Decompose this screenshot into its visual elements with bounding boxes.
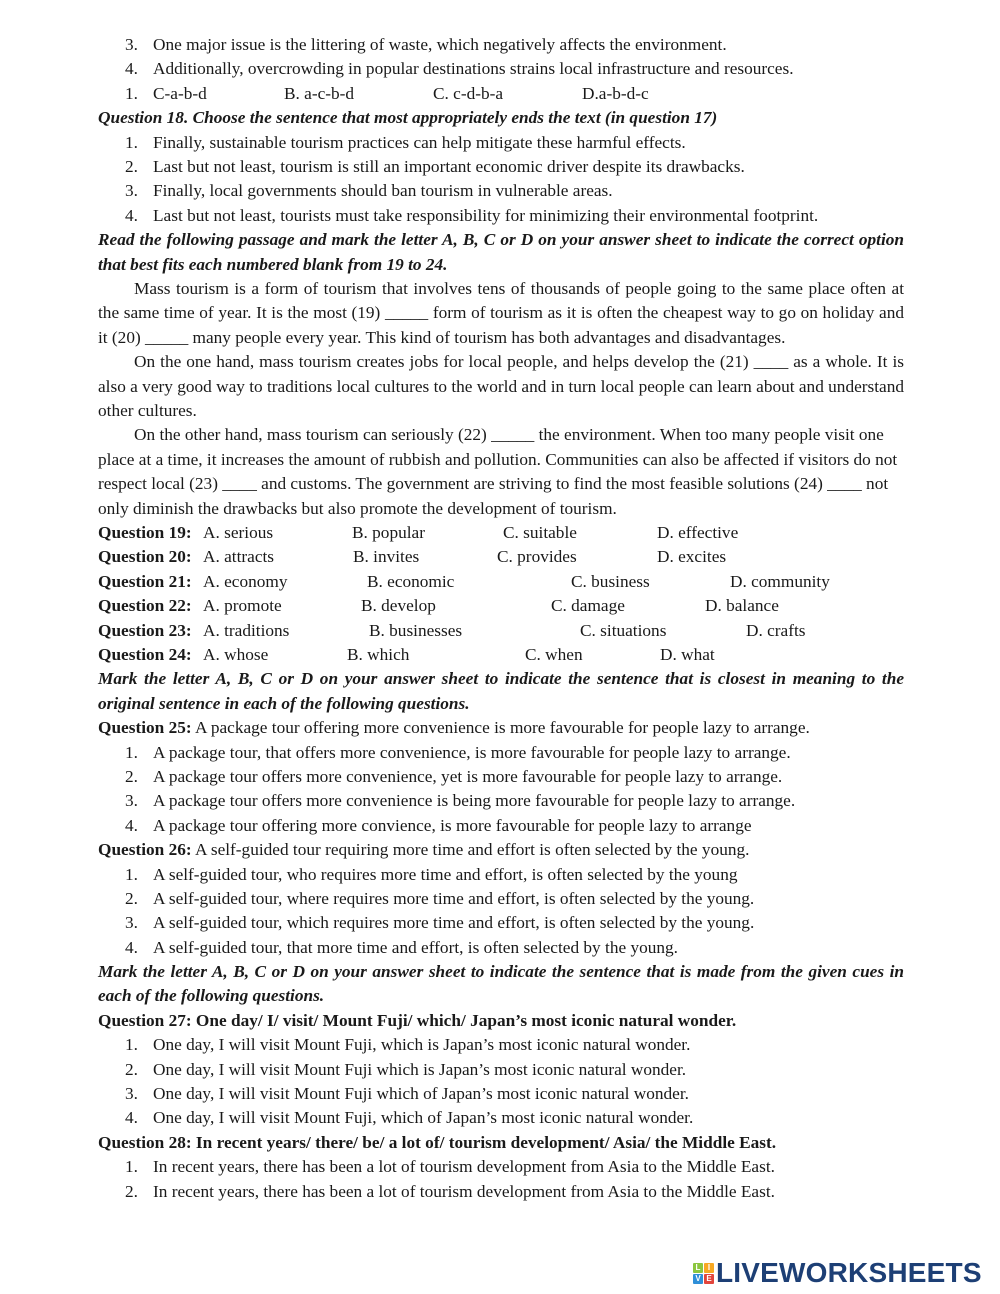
q26-option-1[interactable]: 1. A self-guided tour, who requires more time and effort, is often selected by the young	[125, 864, 738, 884]
q25-option-2[interactable]: 2. A package tour offers more convenience, yet is more favourable for people lazy to arrange.	[125, 766, 783, 786]
logo-tile-v: V	[693, 1274, 703, 1284]
q26-option-2[interactable]: 2. A self-guided tour, where requires more time and effort, is often selected by the young.	[125, 888, 755, 908]
question-19: Question 19: A. serious B. popular C. suitable D. effective	[98, 521, 904, 545]
q25-option-1[interactable]: 1. A package tour, that offers more convenience, is more favourable for people lazy to arrange.	[125, 742, 791, 762]
logo-tile-l: L	[693, 1263, 703, 1273]
q20-option-d[interactable]: D. excites	[657, 547, 727, 567]
q17-item-3: 3. One major issue is the littering of waste, which negatively affects the environment.	[125, 35, 727, 54]
meaning-instruction: Mark the letter A, B, C or D on your answer sheet to indicate the sentence that is closest in meaning to the original sentence in each of the following questions.	[98, 669, 904, 713]
q18-option-4[interactable]: 4. Last but not least, tourists must take responsibility for minimizing their environmental footprint.	[125, 205, 819, 225]
q21-option-a[interactable]: A. economy	[203, 571, 288, 591]
q17-option-c[interactable]: C. c-d-b-a	[433, 83, 504, 103]
q24-option-d[interactable]: D. what	[660, 644, 715, 664]
q27-option-1[interactable]: 1. One day, I will visit Mount Fuji, which is Japan’s most iconic natural wonder.	[125, 1035, 691, 1055]
q25-option-3[interactable]: 3. A package tour offers more convenience is being more favourable for people lazy to arrange.	[125, 791, 796, 811]
q18-option-1[interactable]: 1. Finally, sustainable tourism practices can help mitigate these harmful effects.	[125, 132, 686, 152]
q20-option-b[interactable]: B. invites	[353, 547, 420, 567]
q21-option-c[interactable]: C. business	[571, 571, 650, 591]
question-23: Question 23: A. traditions B. businesses C. situations D. crafts	[98, 619, 904, 643]
q17-options: 1. C-a-b-d B. a-c-b-d C. c-d-b-a D.a-b-d-c	[98, 82, 904, 106]
worksheet-page	[98, 33, 904, 1204]
q21-option-d[interactable]: D. community	[730, 571, 830, 591]
q27-option-2[interactable]: 2. One day, I will visit Mount Fuji which is Japan’s most iconic natural wonder.	[125, 1059, 687, 1079]
q17-item-4: 4. Additionally, overcrowding in popular destinations strains local infrastructure and resources.	[125, 59, 794, 79]
q17-option-d[interactable]: D.a-b-d-c	[582, 83, 649, 103]
q24-option-a[interactable]: A. whose	[203, 644, 269, 664]
question-27: Question 27: One day/ I/ visit/ Mount Fuji/ which/ Japan’s most iconic natural wonder.	[98, 1010, 737, 1030]
passage-paragraph-3: On the other hand, mass tourism can seriously (22) _____ the environment. When too many people visit one place at a time, it increases the amount of rubbish and pollution. Communities can also be affected if visitors do not respect local (23) ____ and customs. The government are striving to find the most feasible solutions (24) ____ not only diminish the drawbacks but also promote the development of tourism.	[98, 425, 898, 518]
q18-option-2[interactable]: 2. Last but not least, tourism is still an important economic driver despite its drawbacks.	[125, 156, 745, 176]
q21-option-b[interactable]: B. economic	[367, 571, 455, 591]
q26-option-3[interactable]: 3. A self-guided tour, which requires more time and effort, is often selected by the young.	[125, 913, 755, 933]
reading-instruction: Read the following passage and mark the letter A, B, C or D on your answer sheet to indicate the correct option that best fits each numbered blank from 19 to 24.	[98, 230, 904, 274]
logo-tile-i: I	[704, 1263, 714, 1273]
q22-option-d[interactable]: D. balance	[705, 596, 779, 616]
q24-option-b[interactable]: B. which	[347, 644, 410, 664]
q28-option-1[interactable]: 1. In recent years, there has been a lot of tourism development from Asia to the Middle East.	[125, 1157, 775, 1177]
question-24: Question 24: A. whose B. which C. when D. what	[98, 643, 904, 667]
logo-tile-e: E	[704, 1274, 714, 1284]
q23-option-b[interactable]: B. businesses	[369, 620, 463, 640]
question-26: Question 26: A self-guided tour requiring more time and effort is often selected by the young.	[98, 840, 750, 860]
q17-option-b[interactable]: B. a-c-b-d	[284, 83, 355, 103]
q19-option-c[interactable]: C. suitable	[503, 523, 577, 542]
q27-option-3[interactable]: 3. One day, I will visit Mount Fuji which of Japan’s most iconic natural wonder.	[125, 1084, 689, 1104]
liveworksheets-logo[interactable]	[693, 1257, 982, 1289]
q20-option-c[interactable]: C. provides	[497, 547, 577, 567]
q26-option-4[interactable]: 4. A self-guided tour, that more time and effort, is often selected by the young.	[125, 937, 678, 957]
q18-option-3[interactable]: 3. Finally, local governments should ban tourism in vulnerable areas.	[125, 181, 613, 201]
passage-paragraph-1: Mass tourism is a form of tourism that involves tens of thousands of people going to the same place often at the same time of year. It is the most (19) _____ form of tourism as it is often the cheapest way to go on holiday and it (20) _____ many people every year. This kind of tourism has both advantages and disadvantages.	[98, 278, 904, 347]
q27-option-4[interactable]: 4. One day, I will visit Mount Fuji, which of Japan’s most iconic natural wonder.	[125, 1108, 694, 1128]
q18-heading: Question 18. Choose the sentence that most appropriately ends the text (in question 17)	[98, 108, 718, 128]
q20-option-a[interactable]: A. attracts	[203, 547, 275, 567]
q22-option-a[interactable]: A. promote	[203, 596, 282, 616]
question-21: Question 21: A. economy B. economic C. business D. community	[98, 570, 904, 594]
q22-option-c[interactable]: C. damage	[551, 596, 625, 616]
passage-paragraph-2: On the one hand, mass tourism creates jobs for local people, and helps develop the (21) ____ as a whole. It is also a very good way to traditions local cultures to the world and in turn local people can learn about and understand other cultures.	[98, 352, 904, 420]
q24-option-c[interactable]: C. when	[525, 644, 583, 664]
q28-option-2[interactable]: 2. In recent years, there has been a lot of tourism development from Asia to the Middle East.	[125, 1181, 775, 1201]
cues-instruction: Mark the letter A, B, C or D on your answer sheet to indicate the sentence that is made from the given cues in each of the following questions.	[98, 962, 904, 1006]
q19-option-a[interactable]: A. serious	[203, 523, 274, 542]
logo-text: LIVEWORKSHEETS	[716, 1257, 982, 1288]
question-22: Question 22: A. promote B. develop C. damage D. balance	[98, 594, 904, 618]
logo-tiles-icon	[693, 1263, 714, 1284]
q22-option-b[interactable]: B. develop	[361, 596, 436, 616]
question-20: Question 20: A. attracts B. invites C. provides D. excites	[98, 545, 904, 569]
question-25: Question 25: A package tour offering more convenience is more favourable for people lazy to arrange.	[98, 718, 810, 738]
q23-option-d[interactable]: D. crafts	[746, 620, 806, 640]
q23-option-a[interactable]: A. traditions	[203, 620, 290, 640]
q23-option-c[interactable]: C. situations	[580, 620, 667, 640]
q19-option-b[interactable]: B. popular	[352, 523, 425, 542]
q19-option-d[interactable]: D. effective	[657, 523, 739, 542]
question-28: Question 28: In recent years/ there/ be/ a lot of/ tourism development/ Asia/ the Middle East.	[98, 1132, 777, 1152]
q17-option-a[interactable]: C-a-b-d	[153, 83, 207, 103]
q25-option-4[interactable]: 4. A package tour offering more convience, is more favourable for people lazy to arrange	[125, 815, 752, 835]
